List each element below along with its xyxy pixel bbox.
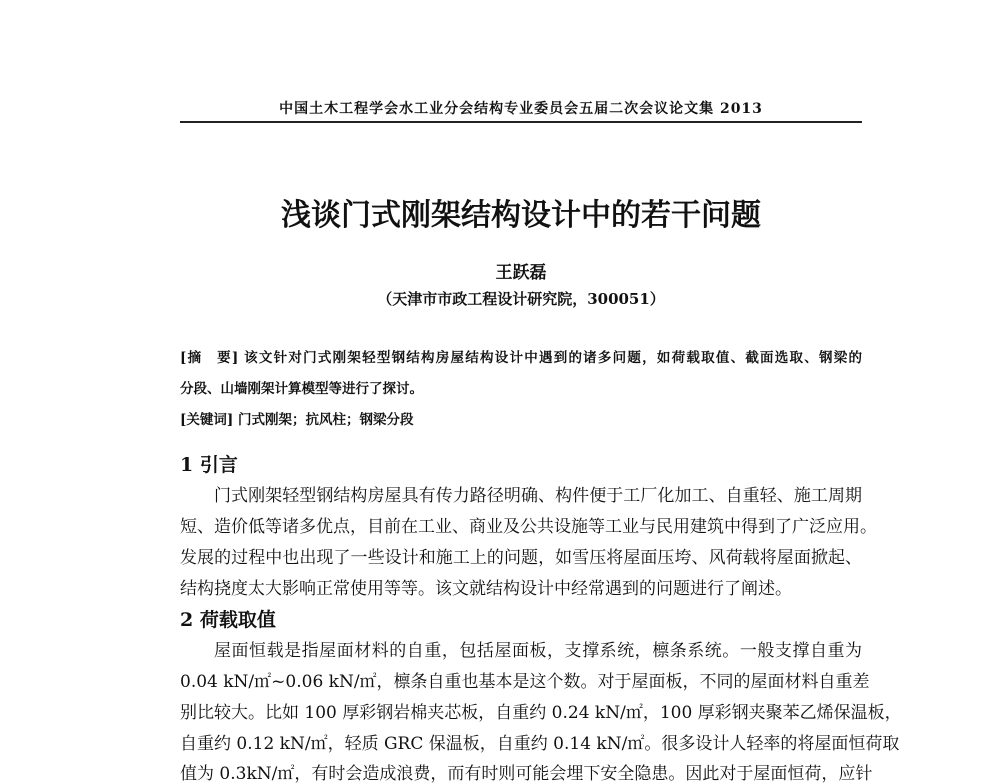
header-rule — [180, 121, 862, 123]
paragraph-line: 短、造价低等诸多优点，目前在工业、商业及公共设施等工业与民用建筑中得到了广泛应用。 — [180, 517, 877, 537]
running-header: 中国土木工程学会水工业分会结构专业委员会五届二次会议论文集 2013 — [279, 101, 763, 117]
paragraph-line: 发展的过程中也出现了一些设计和施工上的问题，如雪压将屋面压垮、风荷载将屋面掀起、 — [180, 548, 862, 568]
paragraph-line: 0.04 kN/㎡~0.06 kN/㎡，檩条自重也基本是这个数。对于屋面板，不同的屋面材料自重差 — [180, 672, 870, 692]
paragraph-line: 结构挠度太大影响正常使用等等。该文就结构设计中经常遇到的问题进行了阐述。 — [180, 579, 792, 599]
section-heading: 1 引言 — [180, 454, 238, 476]
paragraph-line: 值为 0.3kN/㎡，有时会造成浪费，而有时则可能会埋下安全隐患。因此对于屋面恒荷，应针 — [180, 764, 873, 784]
abstract-line: [摘 要] 该文针对门式刚架轻型钢结构房屋结构设计中遇到的诸多问题，如荷载取值、截面选取、钢梁的 — [180, 350, 862, 366]
paragraph-line: 别比较大。比如 100 厚彩钢岩棉夹芯板，自重约 0.24 kN/㎡，100 厚彩钢夹聚苯乙烯保温板， — [180, 703, 902, 723]
paragraph-line: 自重约 0.12 kN/㎡，轻质 GRC 保温板，自重约 0.14 kN/㎡。很多设计人轻率的将屋面恒荷取 — [180, 734, 900, 754]
paper-title: 浅谈门式刚架结构设计中的若干问题 — [281, 198, 761, 233]
keywords: [关键词] 门式刚架；抗风柱；钢梁分段 — [180, 412, 414, 428]
paragraph-line: 屋面恒载是指屋面材料的自重，包括屋面板，支撑系统，檩条系统。一般支撑自重为 — [214, 641, 862, 661]
section-heading: 2 荷载取值 — [180, 609, 276, 631]
author: 王跃磊 — [495, 263, 547, 283]
abstract-line: 分段、山墙刚架计算模型等进行了探讨。 — [180, 381, 423, 397]
paragraph-line: 门式刚架轻型钢结构房屋具有传力路径明确、构件便于工厂化加工、自重轻、施工周期 — [214, 486, 862, 506]
affiliation: （天津市市政工程设计研究院，300051） — [377, 290, 665, 308]
